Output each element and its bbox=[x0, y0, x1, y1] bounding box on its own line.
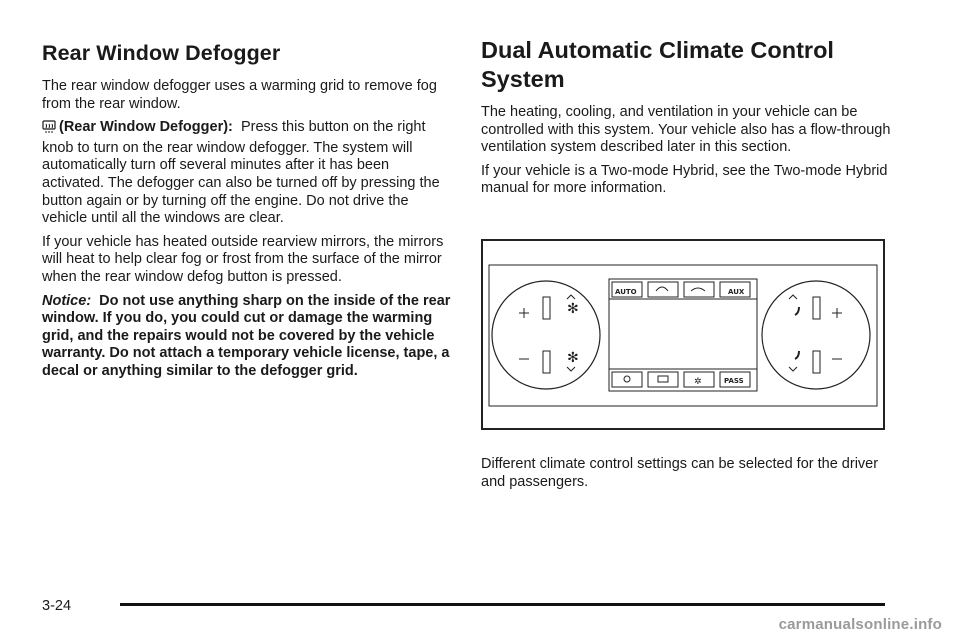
section-title-climate-control: Dual Automatic Climate Control System bbox=[481, 37, 834, 92]
defogger-text: Press this button on the right knob to turn on the rear window defogger. The system will automatically turn off several minutes after it has been activated. The defogger can also be turned off by pressing the button again or by turning off the engine. Do not drive the vehicle until all the windows are clear. bbox=[42, 119, 440, 227]
climate-intro: The heating, cooling, and ventilation in your vehicle can be controlled with this system. Your vehicle also has a flow-through ventilation system described later in this section. bbox=[481, 104, 891, 156]
passenger-temperature-knob bbox=[762, 281, 870, 389]
notice-text: Do not use anything sharp on the inside of the rear window. If you do, you could cut or damage the warming grid, and the repairs would not be covered by the vehicle warranty. Do not attach a temporary vehicle license, tape, a decal or anything similar to the defogger grid. bbox=[42, 292, 451, 379]
center-control-cluster bbox=[609, 279, 757, 391]
climate-settings-text: Different climate control settings can be selected for the driver and passengers. bbox=[481, 456, 879, 490]
notice-label: Notice: bbox=[42, 292, 92, 309]
rear-defog-icon bbox=[42, 120, 56, 140]
after-figure-text bbox=[481, 456, 891, 497]
footer-rule bbox=[120, 603, 885, 606]
defogger-intro: The rear window defogger uses a warming grid to remove fog from the rear window. bbox=[42, 78, 437, 112]
watermark: carmanualsonline.info bbox=[778, 616, 942, 633]
page-number: 3-24 bbox=[42, 598, 72, 614]
heated-mirrors-text: If your vehicle has heated outside rearview mirrors, the mirrors will heat to help clear fog or frost from the surface of the mirror when the rear window defog button is pressed. bbox=[42, 233, 444, 285]
driver-temperature-knob bbox=[492, 281, 600, 389]
svg-text:✻: ✻ bbox=[567, 350, 579, 366]
defogger-term: (Rear Window Defogger): bbox=[59, 119, 233, 136]
svg-text:✲: ✲ bbox=[694, 377, 702, 387]
svg-text:AUTO: AUTO bbox=[615, 288, 637, 296]
left-column bbox=[42, 40, 454, 387]
svg-text:AUX: AUX bbox=[728, 288, 745, 296]
notice bbox=[42, 293, 454, 381]
svg-text:✻: ✻ bbox=[567, 301, 579, 317]
svg-text:PASS: PASS bbox=[724, 377, 744, 385]
right-column bbox=[481, 37, 891, 204]
climate-control-panel-drawing bbox=[483, 241, 883, 428]
section-title-rear-window-defogger: Rear Window Defogger bbox=[42, 41, 281, 65]
hybrid-note: If your vehicle is a Two-mode Hybrid, see the Two-mode Hybrid manual for more information. bbox=[481, 162, 888, 197]
defogger-description bbox=[42, 119, 454, 228]
climate-control-panel-figure bbox=[481, 239, 885, 430]
